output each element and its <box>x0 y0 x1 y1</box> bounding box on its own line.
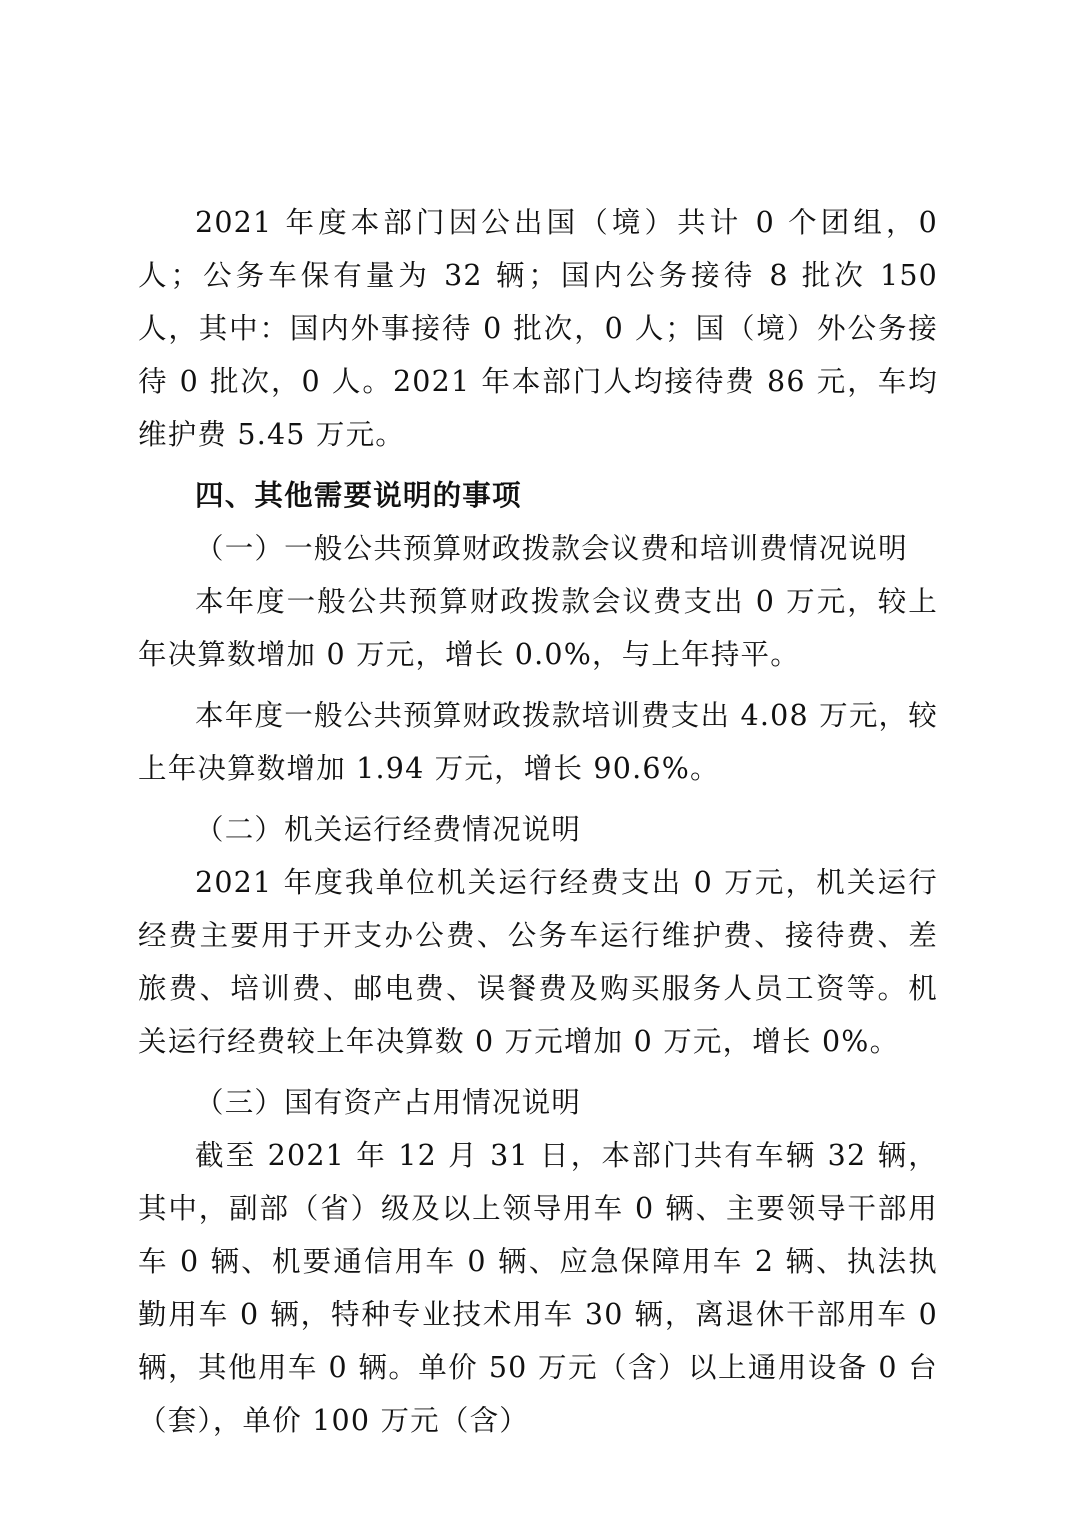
subsection-heading-operating-expense: （二）机关运行经费情况说明 <box>195 813 582 846</box>
document-body <box>138 196 938 1447</box>
paragraph-meeting-expense: 本年度一般公共预算财政拨款会议费支出 0 万元，较上年决算数增加 0 万元，增长 0.0%，与上年持平。 <box>138 585 938 671</box>
paragraph-foreign-travel-vehicles-reception: 2021 年度本部门因公出国（境）共计 0 个团组，0 人；公务车保有量为 32 辆；国内公务接待 8 批次 150 人，其中：国内外事接待 0 批次，0 人；国（境）外公务接待 0 批次，0 人。2021 年本部门人均接待费 86 元，车均维护费 5.45 万元。 <box>138 206 938 451</box>
paragraph-state-assets: 截至 2021 年 12 月 31 日，本部门共有车辆 32 辆，其中，副部（省）级及以上领导用车 0 辆、主要领导干部用车 0 辆、机要通信用车 0 辆、应急保障用车 2 辆、执法执勤用车 0 辆，特种专业技术用车 30 辆，离退休干部用车 0 辆，其他用车 0 辆。单价 50 万元（含）以上通用设备 0 台（套），单价 100 万元（含） <box>138 1139 938 1437</box>
subsection-heading-meeting-training: （一）一般公共预算财政拨款会议费和培训费情况说明 <box>195 532 908 565</box>
paragraph-training-expense: 本年度一般公共预算财政拨款培训费支出 4.08 万元，较上年决算数增加 1.94 万元，增长 90.6%。 <box>138 699 938 785</box>
section-heading-other-matters: 四、其他需要说明的事项 <box>195 479 522 512</box>
subsection-heading-state-assets: （三）国有资产占用情况说明 <box>195 1086 582 1119</box>
paragraph-operating-expense: 2021 年度我单位机关运行经费支出 0 万元，机关运行经费主要用于开支办公费、公务车运行维护费、接待费、差旅费、培训费、邮电费、误餐费及购买服务人员工资等。机关运行经费较上年决算数 0 万元增加 0 万元，增长 0%。 <box>138 866 938 1058</box>
